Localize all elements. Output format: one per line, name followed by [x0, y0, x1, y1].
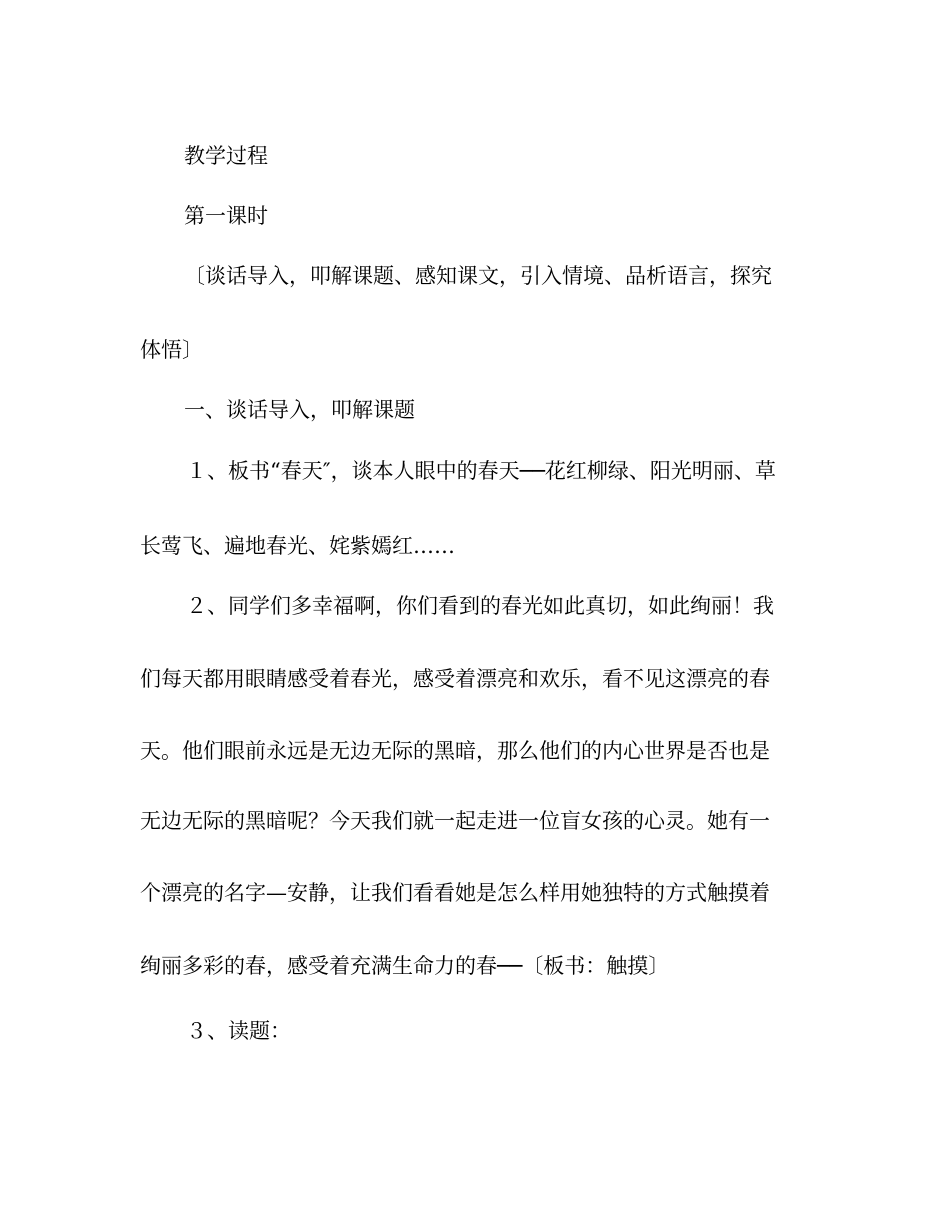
heading-first-lesson: 第一课时: [184, 204, 268, 228]
summary-line-1: 〔谈话导入，叩解课题、感知课文，引入情境、品析语言，探究: [184, 264, 772, 288]
item-1-line-2: 长莺飞、遍地春光、姹紫嫣红……: [140, 534, 455, 558]
item-2-line-3: 天。他们眼前永远是无边无际的黑暗，那么他们的内心世界是否也是: [140, 739, 770, 763]
item-2-line-2: 们每天都用眼睛感受着春光，感受着漂亮和欢乐，看不见这漂亮的春: [140, 667, 770, 691]
item-2-line-4: 无边无际的黑暗呢？今天我们就一起走进一位盲女孩的心灵。她有一: [140, 809, 770, 833]
item-1-line-1: １、板书“春天″，谈本人眼中的春天──花红柳绿、阳光明丽、草: [186, 459, 776, 483]
item-3-line-1: ３、读题：: [186, 1019, 291, 1043]
item-2-line-1: ２、同学们多幸福啊，你们看到的春光如此真切，如此绚丽！我: [186, 594, 774, 618]
summary-line-2: 体悟〕: [140, 338, 203, 362]
item-2-line-5: 个漂亮的名字—安静，让我们看看她是怎么样用她独特的方式触摸着: [140, 881, 770, 905]
heading-teaching-process: 教学过程: [184, 144, 268, 168]
section-1-title: 一、谈话导入，叩解课题: [184, 398, 415, 422]
item-2-line-6: 绚丽多彩的春，感受着充满生命力的春──〔板书：触摸〕: [140, 954, 670, 978]
